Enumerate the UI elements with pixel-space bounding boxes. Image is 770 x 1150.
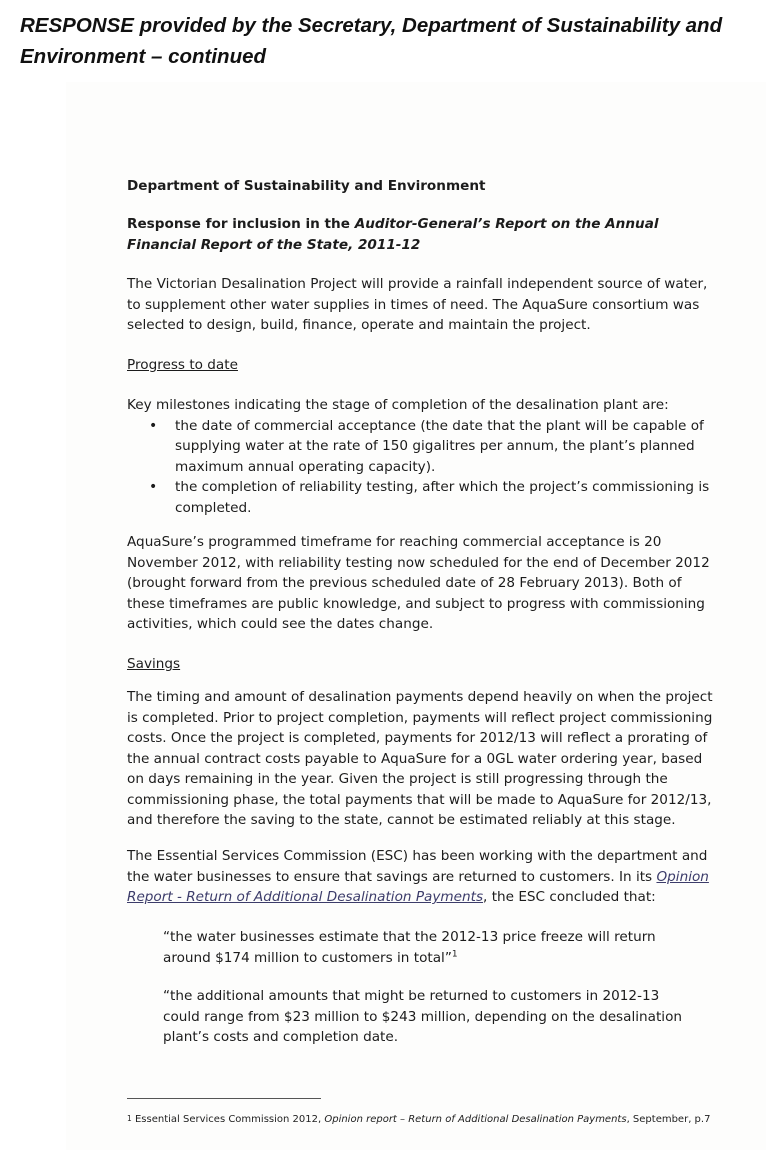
milestones-section [127,395,717,518]
quote-price-freeze-text: “the water businesses estimate that the 2012-13 price freeze will return around $174 million to customers in total” [163,929,656,966]
esc-text-suffix: , the ESC concluded that: [483,889,656,905]
footnote-ref: 1 [451,948,458,959]
page-heading: RESPONSE provided by the Secretary, Department of Sustainability and Environment – continued [20,14,723,68]
response-title [127,214,717,255]
milestone-item: • the completion of reliability testing, after which the project’s commissioning is completed. [175,477,717,518]
response-title-report: Auditor-General’s Report on the Annual Financial Report of the State, 2011-12 [127,216,659,253]
milestones-list [127,416,717,519]
footnote-divider [127,1098,321,1099]
milestone-item: • the date of commercial acceptance (the date that the plant will be capable of supplying water at the rate of 150 gigalitres per annum, the plant’s planned maximum annual operating capacity). [175,416,717,478]
footnote [127,1113,747,1127]
footnote-marker: 1 [127,1114,132,1123]
organisation-name: Department of Sustainability and Environment [127,178,486,194]
footnote-title: Opinion report – Return of Additional Desalination Payments [324,1114,627,1125]
footnote-prefix: Essential Services Commission 2012, [134,1114,325,1125]
milestones-intro: Key milestones indicating the stage of completion of the desalination plant are: [127,397,669,413]
timeframe-paragraph: AquaSure’s programmed timeframe for reaching commercial acceptance is 20 November 2012, with reliability testing now scheduled for the end of December 2012 (brought forward from the previous scheduled date of 28 February 2013). Both of these timeframes are public knowledge, and subject to progress with commissioning activities, which could see the dates change. [127,534,710,632]
response-title-prefix: Response for inclusion in the [127,216,355,232]
progress-heading: Progress to date [127,357,238,373]
intro-paragraph: The Victorian Desalination Project will provide a rainfall independent source of water, to supplement other water supplies in times of need. The AquaSure consortium was selected to design, build, finance, operate and maintain the project. [127,276,708,333]
esc-text-prefix: The Essential Services Commission (ESC) has been working with the department and the water businesses to ensure that savings are returned to customers. In its [127,848,708,885]
opinion-report-link[interactable]: Opinion Report - Return of Additional Desalination Payments [127,868,709,905]
footnote-suffix: , September, p.7 [626,1114,711,1125]
savings-heading: Savings [127,656,181,672]
esc-paragraph [127,846,717,908]
quote-price-freeze [127,927,683,968]
quote-additional-amounts: “the additional amounts that might be returned to customers in 2012-13 could range from $23 million to $243 million, depending on the desalination plant’s costs and completion date. [163,988,683,1045]
savings-paragraph: The timing and amount of desalination payments depend heavily on when the project is completed. Prior to project completion, payments will reflect project commissioning costs. Once the project is completed, payments for 2012/13 will reflect a prorating of the annual contract costs payable to AquaSure for a 0GL water ordering year, based on days remaining in the year. Given the project is still progressing through the commissioning phase, the total payments that will be made to AquaSure for 2012/13, and therefore the saving to the state, cannot be estimated reliably at this stage. [127,689,713,828]
